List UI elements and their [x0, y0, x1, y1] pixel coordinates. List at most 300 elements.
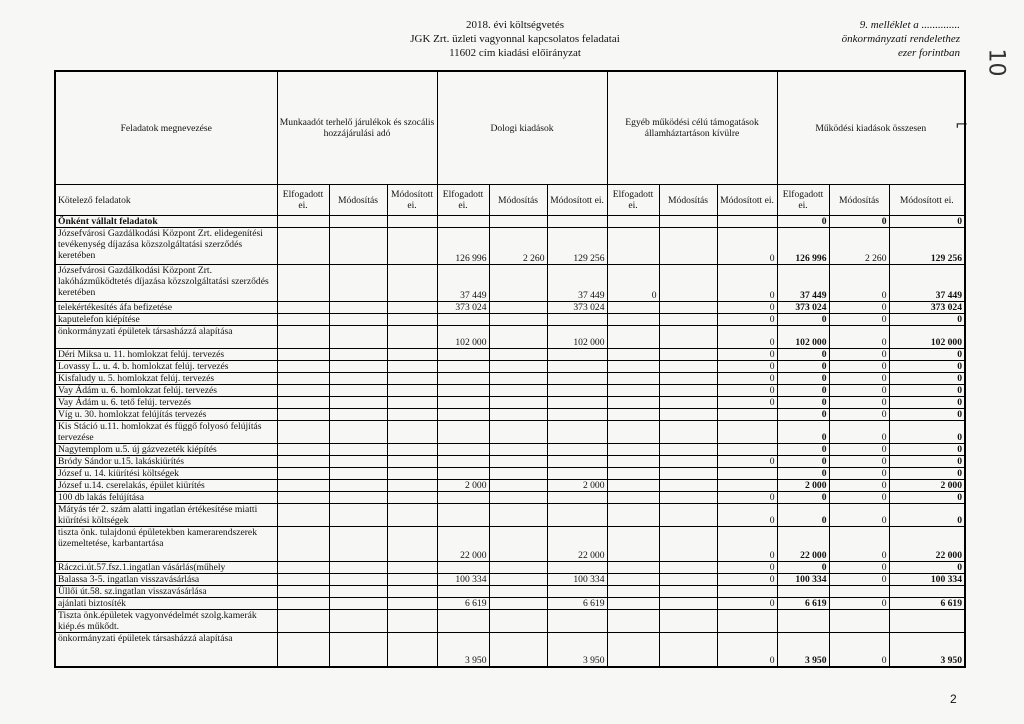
value-cell: [437, 456, 489, 468]
value-cell: [489, 421, 547, 444]
row-label: Kis Stáció u.11. homlokzat és függő folyosó felújítás tervezése: [55, 421, 277, 444]
value-cell: 0: [777, 409, 829, 421]
value-cell: [489, 265, 547, 302]
value-cell: [329, 421, 387, 444]
value-cell: 373 024: [889, 302, 965, 314]
value-cell: 0: [777, 456, 829, 468]
value-cell: 0: [829, 409, 889, 421]
row-label: Balassa 3-5. ingatlan visszavásárlása: [55, 574, 277, 586]
value-cell: [437, 314, 489, 326]
value-cell: 0: [829, 480, 889, 492]
value-cell: [437, 349, 489, 361]
value-cell: [437, 504, 489, 527]
table-row: [55, 574, 965, 586]
handwritten-mark-icon: ⌐: [955, 115, 969, 134]
value-cell: [607, 216, 659, 228]
value-cell: 0: [777, 361, 829, 373]
value-cell: [717, 421, 777, 444]
value-cell: 0: [777, 385, 829, 397]
value-cell: [329, 598, 387, 610]
value-cell: [659, 373, 717, 385]
group-header: Működési kiadások összesen: [777, 71, 965, 185]
table-row: [55, 492, 965, 504]
value-cell: 0: [889, 373, 965, 385]
value-cell: 0: [889, 216, 965, 228]
value-cell: 102 000: [547, 326, 607, 349]
value-cell: [387, 456, 437, 468]
value-cell: 0: [777, 397, 829, 409]
value-cell: [277, 421, 329, 444]
value-cell: [829, 586, 889, 598]
value-cell: [489, 397, 547, 409]
value-cell: [387, 265, 437, 302]
value-cell: [329, 361, 387, 373]
value-cell: [277, 562, 329, 574]
value-cell: [387, 504, 437, 527]
table-row: [55, 527, 965, 562]
value-cell: 2 000: [547, 480, 607, 492]
row-label: Józsefvárosi Gazdálkodási Központ Zrt. lakóházműködtetés díjazása közszolgáltatási szerződés keretében: [55, 265, 277, 302]
value-cell: [659, 468, 717, 480]
value-cell: [659, 397, 717, 409]
value-cell: [489, 468, 547, 480]
value-cell: 100 334: [777, 574, 829, 586]
value-cell: [329, 409, 387, 421]
row-label: Mátyás tér 2. szám alatti ingatlan értékesítése miatti kiürítési költségek: [55, 504, 277, 527]
value-cell: 0: [829, 314, 889, 326]
value-cell: 0: [717, 349, 777, 361]
value-cell: 2 000: [777, 480, 829, 492]
value-cell: 102 000: [889, 326, 965, 349]
value-cell: [547, 492, 607, 504]
value-cell: [547, 562, 607, 574]
value-cell: [607, 397, 659, 409]
value-cell: [547, 586, 607, 598]
value-cell: [387, 586, 437, 598]
value-cell: [547, 385, 607, 397]
value-cell: [659, 598, 717, 610]
sub-column-header: Elfogadott ei.: [277, 185, 329, 216]
sub-column-header: Módosított ei.: [717, 185, 777, 216]
value-cell: [607, 527, 659, 562]
value-cell: 0: [717, 574, 777, 586]
value-cell: 2 000: [437, 480, 489, 492]
value-cell: 0: [717, 397, 777, 409]
value-cell: 0: [889, 409, 965, 421]
value-cell: [329, 216, 387, 228]
value-cell: 373 024: [547, 302, 607, 314]
value-cell: [607, 456, 659, 468]
sub-column-header: Elfogadott ei.: [437, 185, 489, 216]
value-cell: 100 334: [437, 574, 489, 586]
value-cell: [277, 444, 329, 456]
value-cell: [329, 610, 387, 633]
value-cell: [607, 373, 659, 385]
budget-table: [54, 70, 969, 668]
value-cell: 0: [829, 633, 889, 667]
value-cell: [489, 527, 547, 562]
value-cell: [437, 409, 489, 421]
document-header-center: [370, 18, 660, 60]
value-cell: [659, 216, 717, 228]
document-header-right: [820, 18, 960, 60]
value-cell: 0: [777, 562, 829, 574]
value-cell: [659, 385, 717, 397]
value-cell: [489, 385, 547, 397]
value-cell: 0: [829, 456, 889, 468]
table-row: [55, 349, 965, 361]
value-cell: [329, 349, 387, 361]
value-cell: 0: [717, 326, 777, 349]
value-cell: 37 449: [437, 265, 489, 302]
value-cell: [437, 586, 489, 598]
value-cell: 0: [717, 228, 777, 265]
row-label: Bródy Sándor u.15. lakáskiürítés: [55, 456, 277, 468]
value-cell: [659, 633, 717, 667]
value-cell: [437, 216, 489, 228]
value-cell: 0: [717, 361, 777, 373]
value-cell: 0: [889, 421, 965, 444]
value-cell: [329, 492, 387, 504]
value-cell: [277, 373, 329, 385]
page-number: 2: [950, 692, 957, 706]
value-cell: [607, 610, 659, 633]
value-cell: [659, 586, 717, 598]
value-cell: [607, 468, 659, 480]
value-cell: [277, 586, 329, 598]
row-label: Déri Miksa u. 11. homlokzat felúj. tervezés: [55, 349, 277, 361]
row-label: Vay Ádám u. 6. tető felúj. tervezés: [55, 397, 277, 409]
value-cell: [547, 504, 607, 527]
value-cell: [329, 373, 387, 385]
value-cell: 373 024: [777, 302, 829, 314]
budget-title: 2018. évi költségvetés: [465, 19, 565, 31]
handwritten-annotation: 10: [983, 48, 1009, 77]
value-cell: [387, 373, 437, 385]
value-cell: 0: [889, 361, 965, 373]
value-cell: [489, 586, 547, 598]
value-cell: [277, 216, 329, 228]
value-cell: [329, 302, 387, 314]
value-cell: [387, 633, 437, 667]
value-cell: 22 000: [777, 527, 829, 562]
value-cell: [659, 265, 717, 302]
value-cell: [607, 492, 659, 504]
row-label: telekértékesítés áfa befizetése: [55, 302, 277, 314]
value-cell: [547, 314, 607, 326]
value-cell: [607, 421, 659, 444]
value-cell: 0: [889, 492, 965, 504]
value-cell: [547, 373, 607, 385]
value-cell: 0: [777, 421, 829, 444]
table-row: [55, 397, 965, 409]
value-cell: [387, 228, 437, 265]
value-cell: 0: [829, 421, 889, 444]
value-cell: 37 449: [777, 265, 829, 302]
value-cell: 0: [829, 504, 889, 527]
value-cell: [329, 480, 387, 492]
value-cell: [277, 598, 329, 610]
value-cell: [277, 574, 329, 586]
value-cell: [387, 216, 437, 228]
value-cell: 3 950: [777, 633, 829, 667]
value-cell: [607, 562, 659, 574]
value-cell: 102 000: [437, 326, 489, 349]
value-cell: 6 619: [777, 598, 829, 610]
value-cell: 0: [717, 385, 777, 397]
value-cell: [777, 586, 829, 598]
value-cell: [489, 361, 547, 373]
value-cell: 0: [829, 326, 889, 349]
value-cell: [277, 492, 329, 504]
value-cell: [659, 326, 717, 349]
value-cell: 0: [777, 468, 829, 480]
table-row: [55, 265, 965, 302]
value-cell: [659, 492, 717, 504]
value-cell: [547, 409, 607, 421]
value-cell: [277, 456, 329, 468]
value-cell: [547, 216, 607, 228]
value-cell: 0: [777, 373, 829, 385]
sub-header-row: [55, 185, 965, 216]
task-column-header: Feladatok megnevezése: [55, 71, 277, 185]
value-cell: [717, 586, 777, 598]
value-cell: [717, 444, 777, 456]
annex-label: 9. melléklet a ..............: [859, 19, 960, 31]
value-cell: [277, 409, 329, 421]
table-row: [55, 421, 965, 444]
value-cell: [547, 610, 607, 633]
table-row: [55, 361, 965, 373]
value-cell: [489, 314, 547, 326]
value-cell: [547, 361, 607, 373]
value-cell: 0: [889, 468, 965, 480]
group-header: Egyéb működési célú támogatások államháztartáson kívülre: [607, 71, 777, 185]
value-cell: [489, 444, 547, 456]
row-label: Vay Ádám u. 6. homlokzat felúj. tervezés: [55, 385, 277, 397]
value-cell: 2 000: [889, 480, 965, 492]
value-cell: 0: [777, 216, 829, 228]
value-cell: 0: [829, 562, 889, 574]
value-cell: [387, 349, 437, 361]
value-cell: [437, 468, 489, 480]
table-row: [55, 409, 965, 421]
value-cell: [659, 504, 717, 527]
table-row: [55, 385, 965, 397]
table-row: [55, 373, 965, 385]
value-cell: [387, 527, 437, 562]
value-cell: 0: [829, 397, 889, 409]
value-cell: 100 334: [889, 574, 965, 586]
value-cell: [277, 385, 329, 397]
value-cell: [277, 633, 329, 667]
value-cell: [607, 444, 659, 456]
sub-column-header: Elfogadott ei.: [607, 185, 659, 216]
value-cell: [277, 228, 329, 265]
value-cell: [489, 633, 547, 667]
value-cell: 0: [889, 444, 965, 456]
value-cell: [387, 480, 437, 492]
row-label: Józsefvárosi Gazdálkodási Központ Zrt. elidegenítési tevékenység díjazása közszolgáltatási szerződés keretében: [55, 228, 277, 265]
table-row: [55, 302, 965, 314]
value-cell: [387, 326, 437, 349]
group-header: Dologi kiadások: [437, 71, 607, 185]
value-cell: [437, 444, 489, 456]
value-cell: [277, 361, 329, 373]
row-label: Ráczci.út.57.fsz.1.ingatlan vásárlás(műhely: [55, 562, 277, 574]
value-cell: [547, 468, 607, 480]
sub-column-header: Módosított ei.: [387, 185, 437, 216]
value-cell: [277, 504, 329, 527]
value-cell: [437, 373, 489, 385]
table-row: [55, 562, 965, 574]
value-cell: 2 260: [489, 228, 547, 265]
value-cell: [489, 373, 547, 385]
value-cell: [437, 610, 489, 633]
value-cell: [547, 456, 607, 468]
table-row: [55, 633, 965, 667]
table-row: [55, 456, 965, 468]
value-cell: 0: [717, 373, 777, 385]
row-label: Lovassy L. u. 4. b. homlokzat felúj. tervezés: [55, 361, 277, 373]
value-cell: [329, 456, 387, 468]
regulation-label: önkormányzati rendelethez: [841, 33, 960, 45]
value-cell: [329, 444, 387, 456]
value-cell: 0: [717, 265, 777, 302]
value-cell: [659, 610, 717, 633]
value-cell: 0: [607, 265, 659, 302]
value-cell: 0: [829, 385, 889, 397]
table-row: [55, 468, 965, 480]
value-cell: [329, 314, 387, 326]
value-cell: [329, 397, 387, 409]
row-label: József u. 14. kiürítési költségek: [55, 468, 277, 480]
sub-column-header: Módosítás: [659, 185, 717, 216]
value-cell: [277, 480, 329, 492]
expense-title: 11602 cím kiadási előirányzat: [449, 47, 581, 59]
company-title: JGK Zrt. üzleti vagyonnal kapcsolatos feladatai: [410, 33, 620, 45]
value-cell: [607, 314, 659, 326]
table-row: [55, 586, 965, 598]
value-cell: [607, 349, 659, 361]
unit-label: ezer forintban: [897, 47, 960, 59]
value-cell: 0: [889, 456, 965, 468]
table-row: [55, 504, 965, 527]
value-cell: 373 024: [437, 302, 489, 314]
value-cell: 0: [829, 574, 889, 586]
value-cell: [607, 361, 659, 373]
value-cell: 0: [777, 444, 829, 456]
value-cell: [889, 610, 965, 633]
value-cell: 0: [717, 527, 777, 562]
value-cell: [489, 492, 547, 504]
value-cell: [489, 456, 547, 468]
value-cell: [277, 397, 329, 409]
row-label: Nagytemplom u.5. új gázvezeték kiépítés: [55, 444, 277, 456]
value-cell: [607, 504, 659, 527]
value-cell: [277, 349, 329, 361]
value-cell: [607, 409, 659, 421]
value-cell: [329, 586, 387, 598]
sub-column-header: Módosított ei.: [889, 185, 965, 216]
value-cell: [329, 385, 387, 397]
value-cell: [387, 598, 437, 610]
value-cell: 6 619: [547, 598, 607, 610]
value-cell: 0: [717, 456, 777, 468]
value-cell: [607, 480, 659, 492]
value-cell: 102 000: [777, 326, 829, 349]
value-cell: [387, 574, 437, 586]
group-header: Munkaadót terhelő járulékok és szocális hozzájárulási adó: [277, 71, 437, 185]
value-cell: [387, 302, 437, 314]
value-cell: [387, 444, 437, 456]
row-label: kaputelefon kiépítése: [55, 314, 277, 326]
value-cell: [329, 633, 387, 667]
value-cell: [777, 610, 829, 633]
value-cell: 0: [777, 314, 829, 326]
value-cell: 22 000: [547, 527, 607, 562]
value-cell: 0: [717, 562, 777, 574]
value-cell: 6 619: [889, 598, 965, 610]
value-cell: [489, 409, 547, 421]
value-cell: 0: [889, 385, 965, 397]
value-cell: [547, 421, 607, 444]
value-cell: [437, 397, 489, 409]
value-cell: [607, 228, 659, 265]
table-row: [55, 228, 965, 265]
row-label: Önként vállalt feladatok: [55, 216, 277, 228]
value-cell: [659, 349, 717, 361]
value-cell: [659, 562, 717, 574]
value-cell: 0: [717, 633, 777, 667]
value-cell: [387, 397, 437, 409]
value-cell: 0: [829, 302, 889, 314]
row-label: tiszta önk. tulajdonú épületekben kamerarendszerek üzemeltetése, karbantartása: [55, 527, 277, 562]
value-cell: [659, 527, 717, 562]
value-cell: [437, 385, 489, 397]
value-cell: [659, 361, 717, 373]
row-label: 100 db lakás felújítása: [55, 492, 277, 504]
value-cell: [489, 610, 547, 633]
value-cell: [489, 480, 547, 492]
value-cell: 3 950: [547, 633, 607, 667]
value-cell: 129 256: [547, 228, 607, 265]
value-cell: [717, 468, 777, 480]
value-cell: 0: [829, 349, 889, 361]
value-cell: 0: [829, 444, 889, 456]
value-cell: [659, 456, 717, 468]
value-cell: [547, 349, 607, 361]
value-cell: 0: [829, 527, 889, 562]
row-label: Kisfaludy u. 5. homlokzat felúj. tervezés: [55, 373, 277, 385]
value-cell: 0: [829, 468, 889, 480]
value-cell: [387, 385, 437, 397]
value-cell: 6 619: [437, 598, 489, 610]
value-cell: [387, 492, 437, 504]
value-cell: 0: [889, 349, 965, 361]
table-row: [55, 326, 965, 349]
value-cell: [329, 326, 387, 349]
value-cell: [387, 421, 437, 444]
value-cell: [437, 492, 489, 504]
value-cell: [489, 302, 547, 314]
value-cell: [607, 633, 659, 667]
value-cell: 126 996: [777, 228, 829, 265]
row-label: Üllői út.58. sz.ingatlan visszavásárlása: [55, 586, 277, 598]
value-cell: 0: [777, 504, 829, 527]
value-cell: [717, 216, 777, 228]
value-cell: 100 334: [547, 574, 607, 586]
